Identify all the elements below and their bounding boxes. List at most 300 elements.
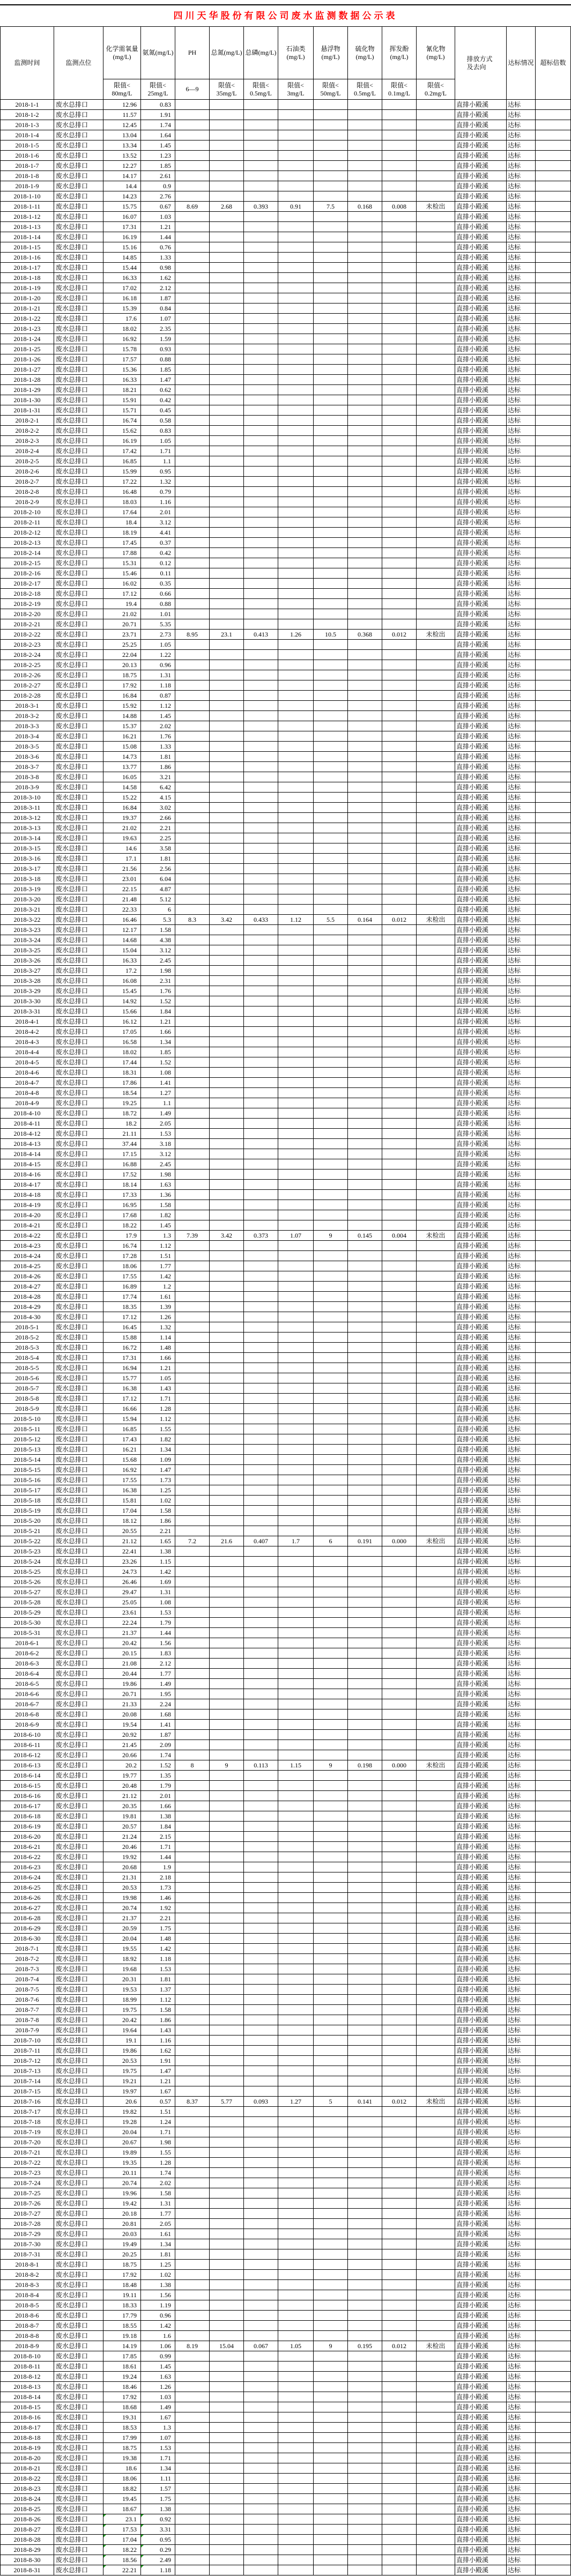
- cell-phenol: [382, 477, 417, 487]
- cell-sulfide: [348, 1934, 382, 1944]
- cell-total-n: [210, 1526, 244, 1536]
- cell-ss: [314, 100, 348, 110]
- cell-date: 2018-1-11: [1, 202, 54, 212]
- cell-discharge: 直排小殿溪: [455, 222, 507, 232]
- cell-cod: 18.21: [103, 385, 141, 395]
- cell-total-p: [244, 579, 278, 589]
- cell-ph: [175, 2117, 210, 2127]
- cell-total-p: [244, 2535, 278, 2545]
- cell-total-n: [210, 1781, 244, 1791]
- cell-oil: [278, 456, 314, 467]
- cell-discharge: 直排小殿溪: [455, 976, 507, 986]
- cell-total-n: [210, 2280, 244, 2290]
- cell-compliance: 达标: [507, 996, 536, 1006]
- cell-nh3: 1.27: [141, 1088, 175, 1098]
- cell-cod: 15.81: [103, 1496, 141, 1506]
- cell-cod: 18.55: [103, 2321, 141, 2331]
- cell-total-n: [210, 2188, 244, 2199]
- limit-total-n: 限值< 35mg/L: [210, 79, 244, 100]
- cell-compliance: 达标: [507, 1322, 536, 1333]
- cell-total-p: [244, 2178, 278, 2188]
- cell-cyanide: [417, 945, 455, 956]
- cell-total-n: [210, 1180, 244, 1190]
- cell-exceed: [536, 701, 571, 711]
- cell-ss: [314, 2525, 348, 2535]
- cell-sulfide: [348, 2290, 382, 2300]
- cell-nh3: 1.77: [141, 1261, 175, 1271]
- cell-discharge: 直排小殿溪: [455, 864, 507, 874]
- cell-cyanide: [417, 956, 455, 966]
- cell-exceed: [536, 1750, 571, 1760]
- cell-date: 2018-5-1: [1, 1322, 54, 1333]
- cell-total-n: [210, 242, 244, 253]
- cell-phenol: [382, 1832, 417, 1842]
- cell-total-n: [210, 1108, 244, 1119]
- cell-discharge: 直排小殿溪: [455, 2463, 507, 2474]
- cell-phenol: [382, 1618, 417, 1628]
- cell-exceed: [536, 1169, 571, 1180]
- cell-discharge: 直排小殿溪: [455, 2270, 507, 2280]
- cell-ss: [314, 1455, 348, 1465]
- cell-compliance: 达标: [507, 1893, 536, 1903]
- cell-total-n: [210, 1455, 244, 1465]
- cell-point: 废水总排口: [54, 1832, 103, 1842]
- cell-ph: [175, 314, 210, 324]
- cell-sulfide: [348, 568, 382, 579]
- cell-sulfide: [348, 365, 382, 375]
- cell-phenol: [382, 2249, 417, 2260]
- cell-sulfide: [348, 467, 382, 477]
- table-row: [1, 660, 571, 670]
- cell-phenol: [382, 2188, 417, 2199]
- cell-total-p: [244, 1312, 278, 1322]
- cell-oil: [278, 1832, 314, 1842]
- cell-exceed: [536, 1536, 571, 1546]
- cell-discharge: 直排小殿溪: [455, 1302, 507, 1312]
- cell-compliance: 达标: [507, 2341, 536, 2351]
- cell-sulfide: [348, 293, 382, 304]
- cell-nh3: 0.99: [141, 2351, 175, 2362]
- table-row: [1, 905, 571, 915]
- cell-discharge: 直排小殿溪: [455, 1699, 507, 1709]
- cell-total-p: [244, 1241, 278, 1251]
- cell-total-p: [244, 528, 278, 538]
- cell-total-n: [210, 2300, 244, 2311]
- cell-sulfide: [348, 2209, 382, 2219]
- cell-sulfide: [348, 130, 382, 140]
- cell-cod: 21.48: [103, 894, 141, 905]
- cell-total-p: [244, 2107, 278, 2117]
- table-row: [1, 1536, 571, 1546]
- cell-nh3: 1.57: [141, 2484, 175, 2494]
- cell-nh3: 3.12: [141, 517, 175, 528]
- cell-oil: [278, 843, 314, 854]
- cell-compliance: 达标: [507, 385, 536, 395]
- cell-cyanide: 未检出: [417, 2097, 455, 2107]
- cell-discharge: 直排小殿溪: [455, 691, 507, 701]
- table-row: [1, 579, 571, 589]
- cell-exceed: [536, 1139, 571, 1149]
- cell-ss: [314, 273, 348, 283]
- cell-ss: [314, 956, 348, 966]
- cell-ss: [314, 558, 348, 568]
- table-row: [1, 1750, 571, 1760]
- cell-cyanide: [417, 2484, 455, 2494]
- cell-phenol: [382, 1791, 417, 1801]
- cell-point: 废水总排口: [54, 1822, 103, 1832]
- cell-date: 2018-4-20: [1, 1210, 54, 1220]
- cell-ph: [175, 467, 210, 477]
- cell-nh3: 1.38: [141, 2504, 175, 2514]
- cell-point: 废水总排口: [54, 2199, 103, 2209]
- cell-ph: [175, 1709, 210, 1720]
- cell-total-p: [244, 263, 278, 273]
- cell-nh3: 1.18: [141, 1954, 175, 1964]
- cell-nh3: 1.62: [141, 2046, 175, 2056]
- cell-phenol: [382, 650, 417, 660]
- cell-cod: 17.2: [103, 966, 141, 976]
- cell-ph: [175, 1669, 210, 1679]
- cell-cod: 17.12: [103, 1394, 141, 1404]
- cell-oil: [278, 365, 314, 375]
- cell-ss: [314, 986, 348, 996]
- cell-date: 2018-7-7: [1, 2005, 54, 2015]
- cell-total-n: [210, 1740, 244, 1750]
- cell-oil: [278, 1149, 314, 1159]
- cell-compliance: 达标: [507, 670, 536, 680]
- cell-nh3: 0.96: [141, 660, 175, 670]
- cell-nh3: 2.56: [141, 864, 175, 874]
- cell-ph: [175, 2514, 210, 2525]
- cell-ss: [314, 884, 348, 894]
- cell-date: 2018-6-7: [1, 1699, 54, 1709]
- cell-phenol: [382, 1434, 417, 1445]
- cell-phenol: [382, 467, 417, 477]
- cell-total-p: [244, 2168, 278, 2178]
- cell-date: 2018-4-2: [1, 1027, 54, 1037]
- cell-cyanide: [417, 1017, 455, 1027]
- cell-date: 2018-8-29: [1, 2545, 54, 2555]
- cell-sulfide: [348, 548, 382, 558]
- cell-oil: [278, 589, 314, 599]
- cell-oil: [278, 1108, 314, 1119]
- cell-cod: 16.85: [103, 456, 141, 467]
- cell-ph: [175, 161, 210, 171]
- table-row: [1, 1567, 571, 1577]
- table-row: [1, 426, 571, 436]
- cell-exceed: [536, 956, 571, 966]
- cell-ph: [175, 1098, 210, 1108]
- cell-oil: [278, 2555, 314, 2565]
- cell-sulfide: [348, 894, 382, 905]
- cell-exceed: [536, 874, 571, 884]
- cell-sulfide: [348, 2015, 382, 2025]
- cell-cod: 16.88: [103, 1159, 141, 1169]
- cell-sulfide: [348, 1913, 382, 1923]
- cell-total-n: [210, 2494, 244, 2504]
- cell-phenol: [382, 2443, 417, 2453]
- cell-cyanide: [417, 2015, 455, 2025]
- table-row: [1, 1496, 571, 1506]
- cell-compliance: 达标: [507, 242, 536, 253]
- cell-total-n: 23.1: [210, 630, 244, 640]
- cell-total-n: [210, 996, 244, 1006]
- cell-compliance: 达标: [507, 1648, 536, 1659]
- cell-ph: [175, 1791, 210, 1801]
- cell-point: 废水总排口: [54, 100, 103, 110]
- cell-discharge: 直排小殿溪: [455, 1200, 507, 1210]
- cell-date: 2018-6-20: [1, 1832, 54, 1842]
- cell-cyanide: [417, 2412, 455, 2423]
- cell-exceed: [536, 1057, 571, 1068]
- table-row: [1, 1037, 571, 1047]
- cell-cod: 17.15: [103, 1149, 141, 1159]
- cell-cyanide: [417, 2555, 455, 2565]
- cell-oil: [278, 344, 314, 354]
- cell-cod: 15.46: [103, 568, 141, 579]
- cell-point: 废水总排口: [54, 1954, 103, 1964]
- cell-cyanide: [417, 2168, 455, 2178]
- cell-compliance: 达标: [507, 548, 536, 558]
- cell-cod: 18.2: [103, 1119, 141, 1129]
- cell-cyanide: [417, 446, 455, 456]
- cell-point: 废水总排口: [54, 548, 103, 558]
- cell-phenol: [382, 2158, 417, 2168]
- cell-ss: [314, 263, 348, 273]
- cell-compliance: 达标: [507, 538, 536, 548]
- cell-compliance: 达标: [507, 793, 536, 803]
- cell-cyanide: [417, 813, 455, 823]
- cell-ph: [175, 701, 210, 711]
- cell-compliance: 达标: [507, 273, 536, 283]
- cell-ph: [175, 1679, 210, 1689]
- cell-cod: 21.24: [103, 1832, 141, 1842]
- cell-total-p: [244, 2474, 278, 2484]
- cell-exceed: [536, 660, 571, 670]
- cell-oil: [278, 2494, 314, 2504]
- cell-cyanide: [417, 385, 455, 395]
- cell-point: 废水总排口: [54, 507, 103, 517]
- cell-compliance: 达标: [507, 2463, 536, 2474]
- cell-cyanide: [417, 1006, 455, 1017]
- cell-ph: [175, 1414, 210, 1424]
- cell-ss: [314, 2311, 348, 2321]
- cell-cyanide: [417, 1485, 455, 1496]
- cell-date: 2018-8-23: [1, 2484, 54, 2494]
- cell-nh3: 1.66: [141, 1027, 175, 1037]
- cell-total-p: [244, 1302, 278, 1312]
- cell-total-n: [210, 1985, 244, 1995]
- cell-compliance: 达标: [507, 171, 536, 181]
- cell-sulfide: [348, 1791, 382, 1801]
- cell-ph: 8: [175, 1760, 210, 1771]
- cell-phenol: [382, 1108, 417, 1119]
- cell-compliance: 达标: [507, 1363, 536, 1373]
- table-row: [1, 935, 571, 945]
- cell-date: 2018-2-10: [1, 507, 54, 517]
- cell-cyanide: [417, 1974, 455, 1985]
- cell-ph: [175, 1383, 210, 1394]
- cell-date: 2018-6-15: [1, 1781, 54, 1791]
- cell-total-p: [244, 680, 278, 691]
- cell-ph: 8.69: [175, 202, 210, 212]
- cell-cyanide: [417, 2178, 455, 2188]
- cell-ph: [175, 222, 210, 232]
- cell-compliance: 达标: [507, 1139, 536, 1149]
- cell-ph: [175, 1251, 210, 1261]
- cell-cyanide: 未检出: [417, 1536, 455, 1546]
- cell-ss: [314, 1119, 348, 1129]
- cell-oil: [278, 1404, 314, 1414]
- cell-date: 2018-6-14: [1, 1771, 54, 1781]
- cell-cod: 17.42: [103, 446, 141, 456]
- cell-total-p: [244, 823, 278, 833]
- cell-compliance: 达标: [507, 1597, 536, 1608]
- cell-sulfide: [348, 1282, 382, 1292]
- table-row: [1, 762, 571, 772]
- cell-sulfide: [348, 2494, 382, 2504]
- cell-nh3: 0.29: [141, 2545, 175, 2555]
- cell-sulfide: 0.168: [348, 202, 382, 212]
- cell-phenol: [382, 2290, 417, 2300]
- cell-discharge: 直排小殿溪: [455, 609, 507, 619]
- cell-total-n: [210, 1679, 244, 1689]
- cell-oil: [278, 212, 314, 222]
- cell-oil: [278, 426, 314, 436]
- cell-total-p: [244, 2362, 278, 2372]
- cell-cyanide: [417, 1292, 455, 1302]
- cell-discharge: 直排小殿溪: [455, 874, 507, 884]
- cell-point: 废水总排口: [54, 599, 103, 609]
- cell-cod: 17.53: [103, 2525, 141, 2535]
- cell-nh3: 1.44: [141, 1852, 175, 1862]
- cell-total-n: [210, 1608, 244, 1618]
- table-row: [1, 1944, 571, 1954]
- cell-sulfide: [348, 1434, 382, 1445]
- cell-cyanide: [417, 283, 455, 293]
- cell-point: 废水总排口: [54, 1434, 103, 1445]
- cell-cyanide: [417, 2117, 455, 2127]
- cell-date: 2018-8-14: [1, 2392, 54, 2402]
- cell-oil: [278, 2423, 314, 2433]
- cell-phenol: [382, 2331, 417, 2341]
- cell-oil: [278, 1322, 314, 1333]
- cell-total-n: [210, 1057, 244, 1068]
- cell-exceed: [536, 2229, 571, 2239]
- cell-ph: [175, 2056, 210, 2066]
- cell-date: 2018-4-28: [1, 1292, 54, 1302]
- cell-ss: [314, 507, 348, 517]
- cell-sulfide: [348, 1068, 382, 1078]
- cell-total-n: [210, 1373, 244, 1383]
- cell-ph: [175, 884, 210, 894]
- cell-total-p: [244, 1669, 278, 1679]
- cell-ph: [175, 2423, 210, 2433]
- cell-ss: [314, 446, 348, 456]
- cell-cod: 17.6: [103, 314, 141, 324]
- cell-point: 废水总排口: [54, 650, 103, 660]
- cell-total-p: [244, 334, 278, 344]
- cell-phenol: [382, 344, 417, 354]
- cell-phenol: [382, 2056, 417, 2066]
- cell-exceed: [536, 1363, 571, 1373]
- cell-cyanide: [417, 1699, 455, 1709]
- cell-sulfide: [348, 446, 382, 456]
- cell-sulfide: [348, 1037, 382, 1047]
- cell-ss: [314, 1271, 348, 1282]
- cell-ph: [175, 1373, 210, 1383]
- cell-cyanide: [417, 579, 455, 589]
- cell-cyanide: [417, 1414, 455, 1424]
- cell-exceed: [536, 2545, 571, 2555]
- cell-discharge: 直排小殿溪: [455, 1292, 507, 1302]
- cell-compliance: 达标: [507, 1974, 536, 1985]
- cell-sulfide: [348, 314, 382, 324]
- cell-cod: 16.33: [103, 273, 141, 283]
- cell-total-p: [244, 884, 278, 894]
- table-row: [1, 986, 571, 996]
- cell-exceed: [536, 1108, 571, 1119]
- cell-cyanide: [417, 2148, 455, 2158]
- cell-total-n: [210, 619, 244, 630]
- cell-ph: [175, 568, 210, 579]
- cell-phenol: [382, 110, 417, 120]
- cell-compliance: 达标: [507, 660, 536, 670]
- cell-oil: [278, 1862, 314, 1872]
- cell-oil: [278, 324, 314, 334]
- cell-cod: 18.19: [103, 528, 141, 538]
- cell-compliance: 达标: [507, 956, 536, 966]
- cell-discharge: 直排小殿溪: [455, 2168, 507, 2178]
- cell-phenol: [382, 334, 417, 344]
- cell-cyanide: [417, 273, 455, 283]
- cell-nh3: 1.05: [141, 1373, 175, 1383]
- cell-oil: [278, 935, 314, 945]
- cell-discharge: 直排小殿溪: [455, 314, 507, 324]
- cell-compliance: 达标: [507, 1638, 536, 1648]
- table-row: [1, 1526, 571, 1536]
- cell-total-p: 0.067: [244, 2341, 278, 2351]
- table-row: [1, 1404, 571, 1414]
- cell-discharge: 直排小殿溪: [455, 538, 507, 548]
- cell-exceed: [536, 2392, 571, 2402]
- cell-phenol: [382, 385, 417, 395]
- table-row: [1, 2535, 571, 2545]
- cell-cyanide: [417, 1801, 455, 1811]
- cell-nh3: 1.45: [141, 140, 175, 151]
- table-row: [1, 630, 571, 640]
- cell-phenol: [382, 2545, 417, 2555]
- cell-ph: [175, 1597, 210, 1608]
- cell-cyanide: [417, 1465, 455, 1475]
- cell-cyanide: [417, 487, 455, 497]
- cell-discharge: 直排小殿溪: [455, 1322, 507, 1333]
- cell-ph: [175, 1129, 210, 1139]
- cell-total-p: [244, 1923, 278, 1934]
- cell-oil: [278, 1709, 314, 1720]
- cell-ss: [314, 2260, 348, 2270]
- cell-point: 废水总排口: [54, 1180, 103, 1190]
- cell-ss: [314, 375, 348, 385]
- cell-oil: [278, 1292, 314, 1302]
- cell-total-p: [244, 507, 278, 517]
- cell-phenol: [382, 711, 417, 721]
- cell-oil: [278, 2392, 314, 2402]
- cell-point: 废水总排口: [54, 1771, 103, 1781]
- cell-cyanide: [417, 1180, 455, 1190]
- table-row: [1, 2249, 571, 2260]
- cell-sulfide: [348, 1781, 382, 1791]
